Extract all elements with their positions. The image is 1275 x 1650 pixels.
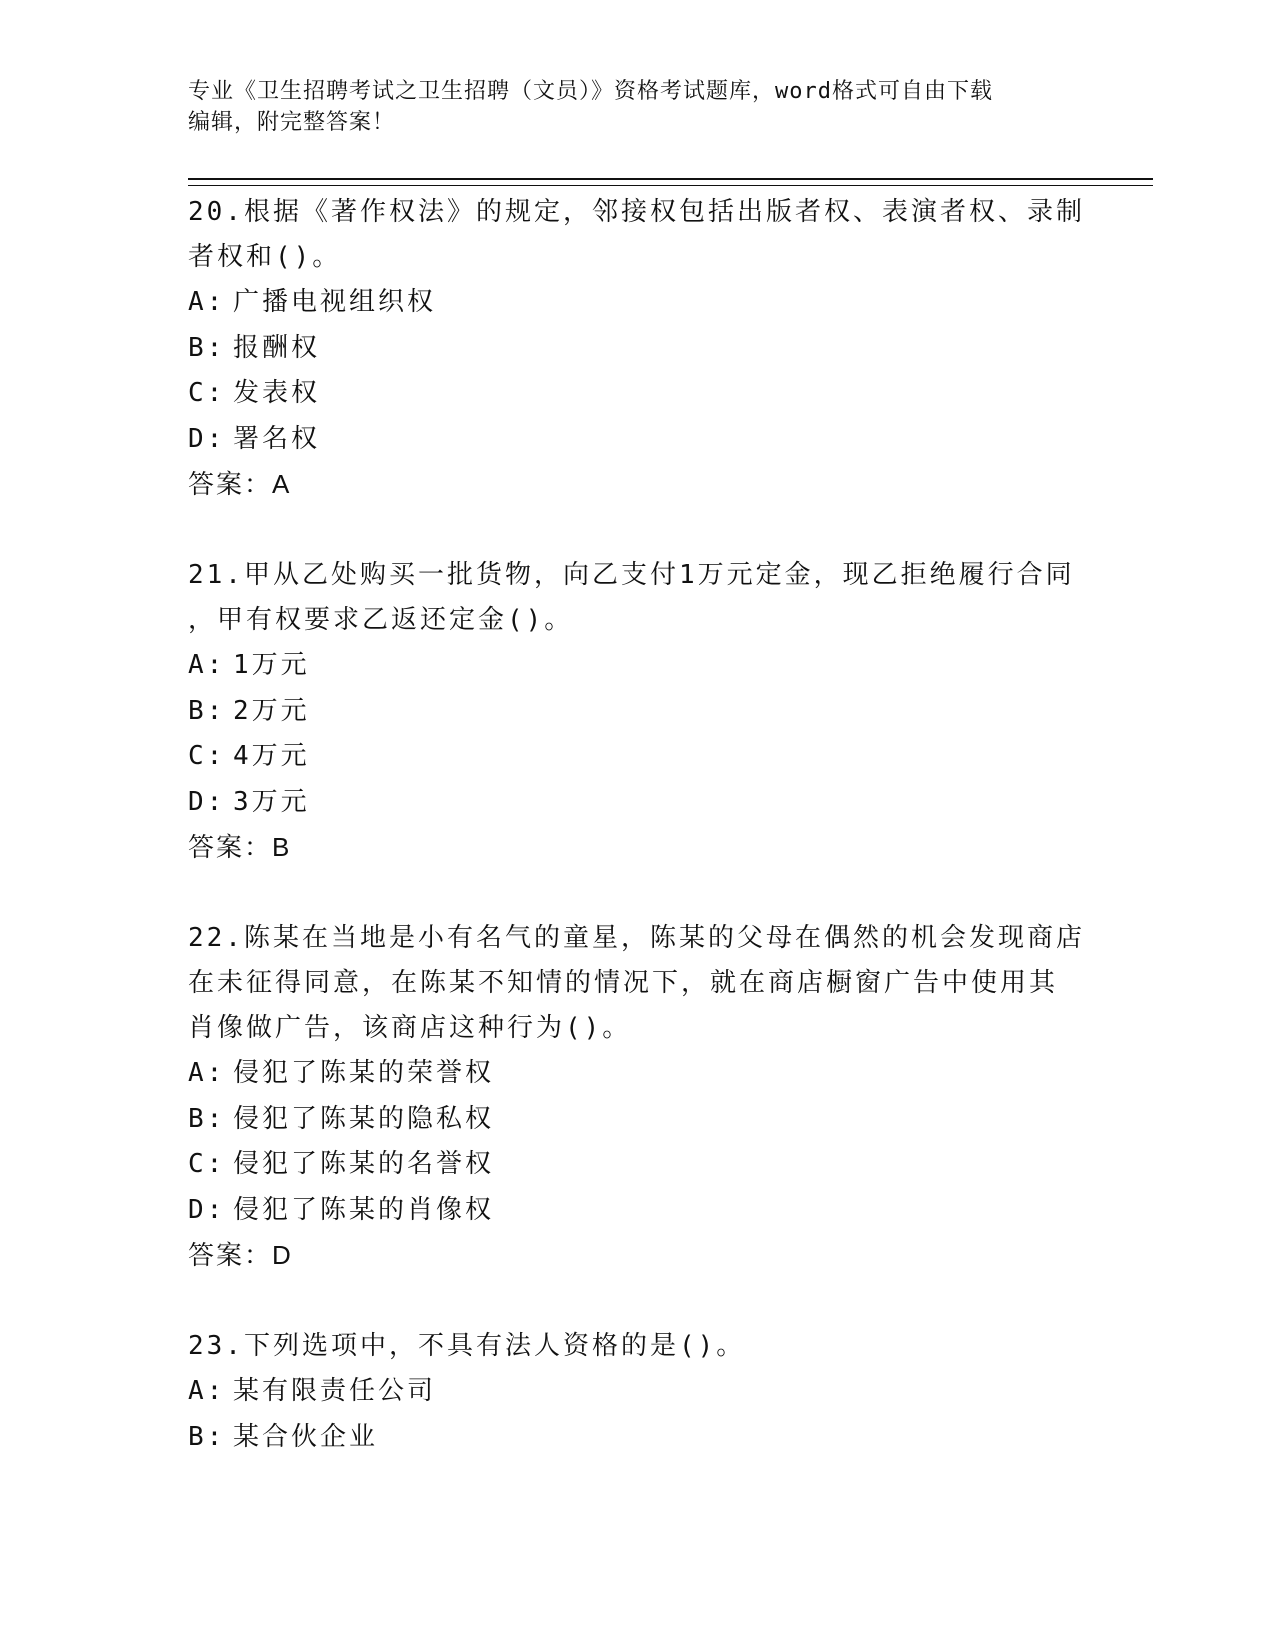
option-b: [188, 1415, 1088, 1461]
option-letter: C:: [188, 1149, 226, 1179]
option-a: [188, 280, 1088, 326]
option-text: 某有限责任公司: [233, 1376, 437, 1406]
option-text: 侵犯了陈某的隐私权: [233, 1103, 495, 1134]
answer-line: 答案：D: [188, 1240, 293, 1270]
option-a: [188, 1369, 1088, 1415]
header-divider-thin: [188, 185, 1153, 186]
option-letter: C:: [188, 378, 226, 408]
question-23: [188, 1324, 1088, 1460]
option-text: 3万元: [233, 786, 310, 817]
option-c: [188, 1142, 1088, 1188]
option-text: 某合伙企业: [233, 1421, 379, 1452]
question-text-line: 21.甲从乙处购买一批货物，向乙支付1万元定金，现乙拒绝履行合同: [188, 560, 1075, 590]
answer-line: 答案：A: [188, 469, 292, 499]
option-letter: B:: [188, 1103, 226, 1134]
option-c: [188, 734, 1088, 780]
option-letter: A:: [188, 650, 226, 680]
header-line-2: 编辑，附完整答案！: [188, 110, 396, 135]
option-text: 广播电视组织权: [233, 287, 437, 317]
option-letter: D:: [188, 786, 226, 817]
option-a: [188, 1051, 1088, 1097]
document-header: [188, 76, 1088, 138]
option-d: [188, 1188, 1088, 1234]
option-letter: B:: [188, 1421, 226, 1452]
option-letter: A:: [188, 1058, 226, 1088]
question-text-line: 在未征得同意，在陈某不知情的情况下，就在商店橱窗广告中使用其: [188, 968, 1059, 998]
question-22: [188, 916, 1088, 1278]
option-text: 2万元: [233, 695, 310, 726]
option-text: 侵犯了陈某的肖像权: [233, 1194, 495, 1225]
option-text: 4万元: [233, 741, 310, 771]
header-line-1: 专业《卫生招聘考试之卫生招聘（文员）》资格考试题库，word格式可自由下载: [188, 79, 993, 104]
option-letter: C:: [188, 741, 226, 771]
answer-line: 答案：B: [188, 832, 292, 862]
question-20: [188, 190, 1088, 507]
option-letter: A:: [188, 287, 226, 317]
option-d: [188, 417, 1088, 463]
option-a: [188, 643, 1088, 689]
option-letter: B:: [188, 695, 226, 726]
option-d: [188, 780, 1088, 826]
question-text-line: 者权和()。: [188, 242, 342, 272]
option-text: 署名权: [233, 423, 321, 454]
question-text-line: 肖像做广告，该商店这种行为()。: [188, 1013, 632, 1043]
option-text: 报酬权: [233, 332, 321, 363]
option-letter: B:: [188, 332, 226, 363]
option-c: [188, 371, 1088, 417]
question-text-line: ，甲有权要求乙返还定金()。: [188, 605, 574, 635]
option-b: [188, 1097, 1088, 1143]
header-divider-thick: [188, 178, 1153, 180]
option-letter: D:: [188, 1194, 226, 1225]
option-b: [188, 326, 1088, 372]
question-21: [188, 553, 1088, 870]
option-letter: D:: [188, 423, 226, 454]
option-text: 发表权: [233, 378, 321, 408]
question-text-line: 20.根据《著作权法》的规定，邻接权包括出版者权、表演者权、录制: [188, 197, 1085, 227]
option-text: 1万元: [233, 650, 310, 680]
question-list: [188, 190, 1088, 1506]
question-text-line: 22.陈某在当地是小有名气的童星，陈某的父母在偶然的机会发现商店: [188, 923, 1085, 953]
option-letter: A:: [188, 1376, 226, 1406]
option-b: [188, 689, 1088, 735]
option-text: 侵犯了陈某的荣誉权: [233, 1058, 495, 1088]
question-text-line: 23.下列选项中，不具有法人资格的是()。: [188, 1331, 746, 1361]
option-text: 侵犯了陈某的名誉权: [233, 1149, 495, 1179]
